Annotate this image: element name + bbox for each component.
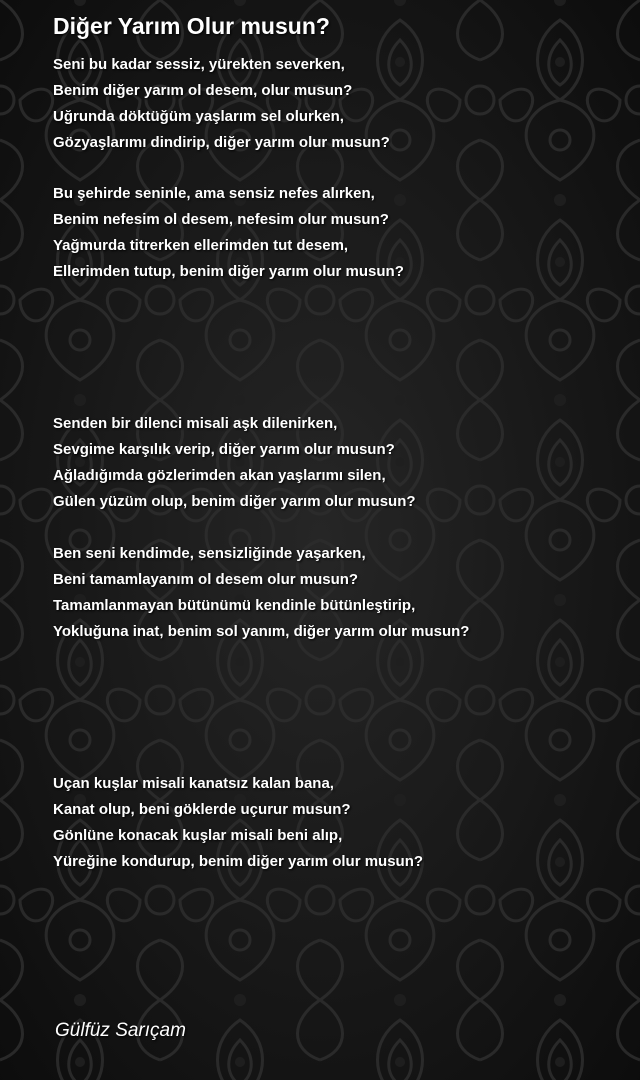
- poem-line: Yokluğuna inat, benim sol yanım, diğer yarım olur musun?: [53, 623, 470, 640]
- poem-line: Bu şehirde seninle, ama sensiz nefes alırken,: [53, 185, 375, 202]
- stanza-3: [53, 411, 416, 515]
- poem-line: Benim nefesim ol desem, nefesim olur musun?: [53, 211, 389, 228]
- poem-line: Ağladığımda gözlerimden akan yaşlarımı silen,: [53, 467, 386, 484]
- poem-line: Yağmurda titrerken ellerimden tut desem,: [53, 237, 349, 254]
- stanza-5: [53, 771, 423, 875]
- poem-line: Seni bu kadar sessiz, yürekten severken,: [53, 56, 345, 73]
- poem-line: Senden bir dilenci misali aşk dilenirken,: [53, 415, 338, 432]
- poem-line: Uğrunda döktüğüm yaşlarım sel olurken,: [53, 108, 344, 125]
- stanza-1: [53, 52, 390, 156]
- stanza-4: [53, 541, 469, 645]
- poem-line: Ben seni kendimde, sensizliğinde yaşarken,: [53, 545, 366, 562]
- poem-line: Tamamlanmayan bütünümü kendinle bütünleştirip,: [53, 597, 416, 614]
- poem-line: Sevgime karşılık verip, diğer yarım olur musun?: [53, 441, 395, 458]
- poem-title: Diğer Yarım Olur musun?: [53, 13, 330, 39]
- poem-author: Gülfüz Sarıçam: [55, 1020, 186, 1041]
- poem-line: Gülen yüzüm olup, benim diğer yarım olur musun?: [53, 493, 416, 510]
- poem-line: Gözyaşlarımı dindirip, diğer yarım olur musun?: [53, 134, 390, 151]
- poem-line: Ellerimden tutup, benim diğer yarım olur musun?: [53, 263, 404, 280]
- stanza-2: [53, 181, 404, 285]
- poem-line: Kanat olup, beni göklerde uçurur musun?: [53, 801, 351, 818]
- poem-line: Uçan kuşlar misali kanatsız kalan bana,: [53, 775, 334, 792]
- poem-line: Yüreğine kondurup, benim diğer yarım olur musun?: [53, 853, 424, 870]
- poem-line: Beni tamamlayanım ol desem olur musun?: [53, 571, 359, 588]
- poem-line: Gönlüne konacak kuşlar misali beni alıp,: [53, 827, 343, 844]
- poem-line: Benim diğer yarım ol desem, olur musun?: [53, 82, 353, 99]
